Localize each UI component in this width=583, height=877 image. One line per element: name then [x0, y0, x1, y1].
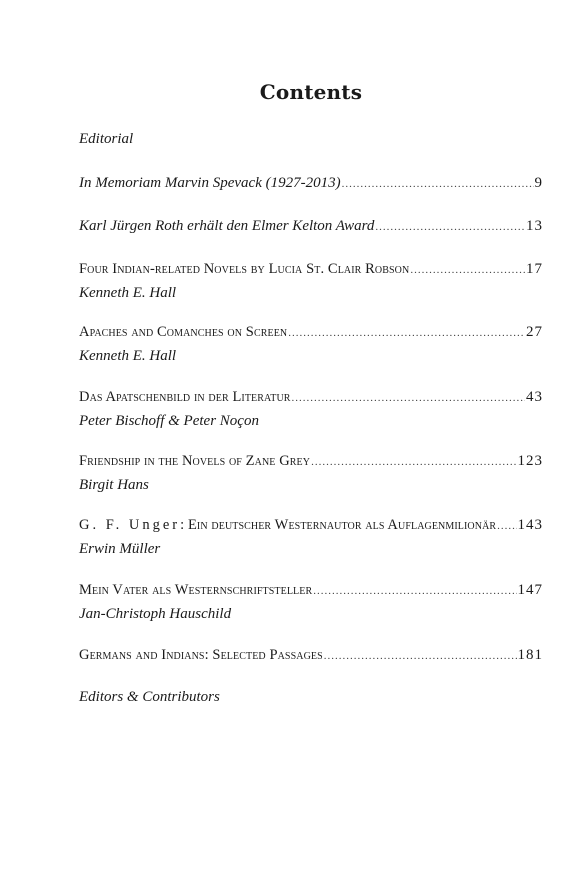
toc-entry-title-prefix: G. F. Unger — [79, 517, 181, 533]
page-number: 17 — [526, 261, 543, 277]
toc-entry-title: In Memoriam Marvin Spevack (1927-2013) — [79, 175, 341, 191]
page-title: Contents — [259, 80, 363, 104]
toc-entry[interactable] — [79, 259, 543, 303]
dot-leader — [410, 260, 525, 280]
page-number: 147 — [517, 582, 543, 598]
toc-entry[interactable] — [79, 216, 543, 237]
dot-leader — [292, 388, 525, 408]
toc-entry-title: Four Indian-related Novels by Lucia St. Clair Robson — [79, 261, 410, 277]
page-number: 9 — [534, 175, 543, 191]
dot-leader — [324, 646, 517, 666]
toc-entry-contributors[interactable] — [79, 687, 543, 707]
toc-entry-title: Mein Vater als Westernschriftsteller — [79, 582, 313, 598]
toc-entry-author: Peter Bischoff & Peter Noçon — [79, 413, 259, 429]
page-number: 181 — [517, 647, 543, 663]
toc-entry-author: Kenneth E. Hall — [79, 348, 177, 364]
toc-entry[interactable] — [79, 387, 543, 431]
toc-entry[interactable] — [79, 515, 543, 559]
toc-entry[interactable] — [79, 322, 543, 366]
toc-entry-editorial[interactable] — [79, 129, 543, 149]
dot-leader — [342, 174, 534, 194]
toc-entry-author: Erwin Müller — [79, 541, 161, 557]
toc-entry[interactable] — [79, 173, 543, 194]
toc-entry-title: Germans and Indians: Selected Passages — [79, 647, 323, 663]
toc-entry-title: Editors & Contributors — [79, 689, 220, 705]
toc-entry[interactable] — [79, 451, 543, 495]
page-number: 43 — [526, 389, 543, 405]
toc-entry[interactable] — [79, 580, 543, 624]
toc-entry-title: Friendship in the Novels of Zane Grey — [79, 453, 311, 469]
toc-entry-title: Das Apatschenbild in der Literatur — [79, 389, 291, 405]
dot-leader — [311, 452, 516, 472]
page-number: 13 — [526, 218, 543, 234]
dot-leader — [288, 323, 525, 343]
toc-entry-author: Kenneth E. Hall — [79, 285, 177, 301]
page-number: 123 — [517, 453, 543, 469]
toc-entry-title: Karl Jürgen Roth erhält den Elmer Kelton Award — [79, 218, 375, 234]
toc-entry-author: Jan-Christoph Hauschild — [79, 606, 232, 622]
toc-entry-title: Apaches and Comanches on Screen — [79, 324, 288, 340]
toc-entry[interactable] — [79, 645, 543, 666]
page-number: 143 — [517, 517, 543, 533]
dot-leader — [497, 516, 516, 536]
toc-entry-title: : Ein deutscher Westernautor als Auflagenmilionär — [180, 517, 497, 533]
toc-entry-author: Birgit Hans — [79, 477, 149, 493]
toc-entry-title: Editorial — [79, 131, 134, 147]
dot-leader — [313, 581, 516, 601]
page-number: 27 — [526, 324, 543, 340]
dot-leader — [375, 217, 525, 237]
